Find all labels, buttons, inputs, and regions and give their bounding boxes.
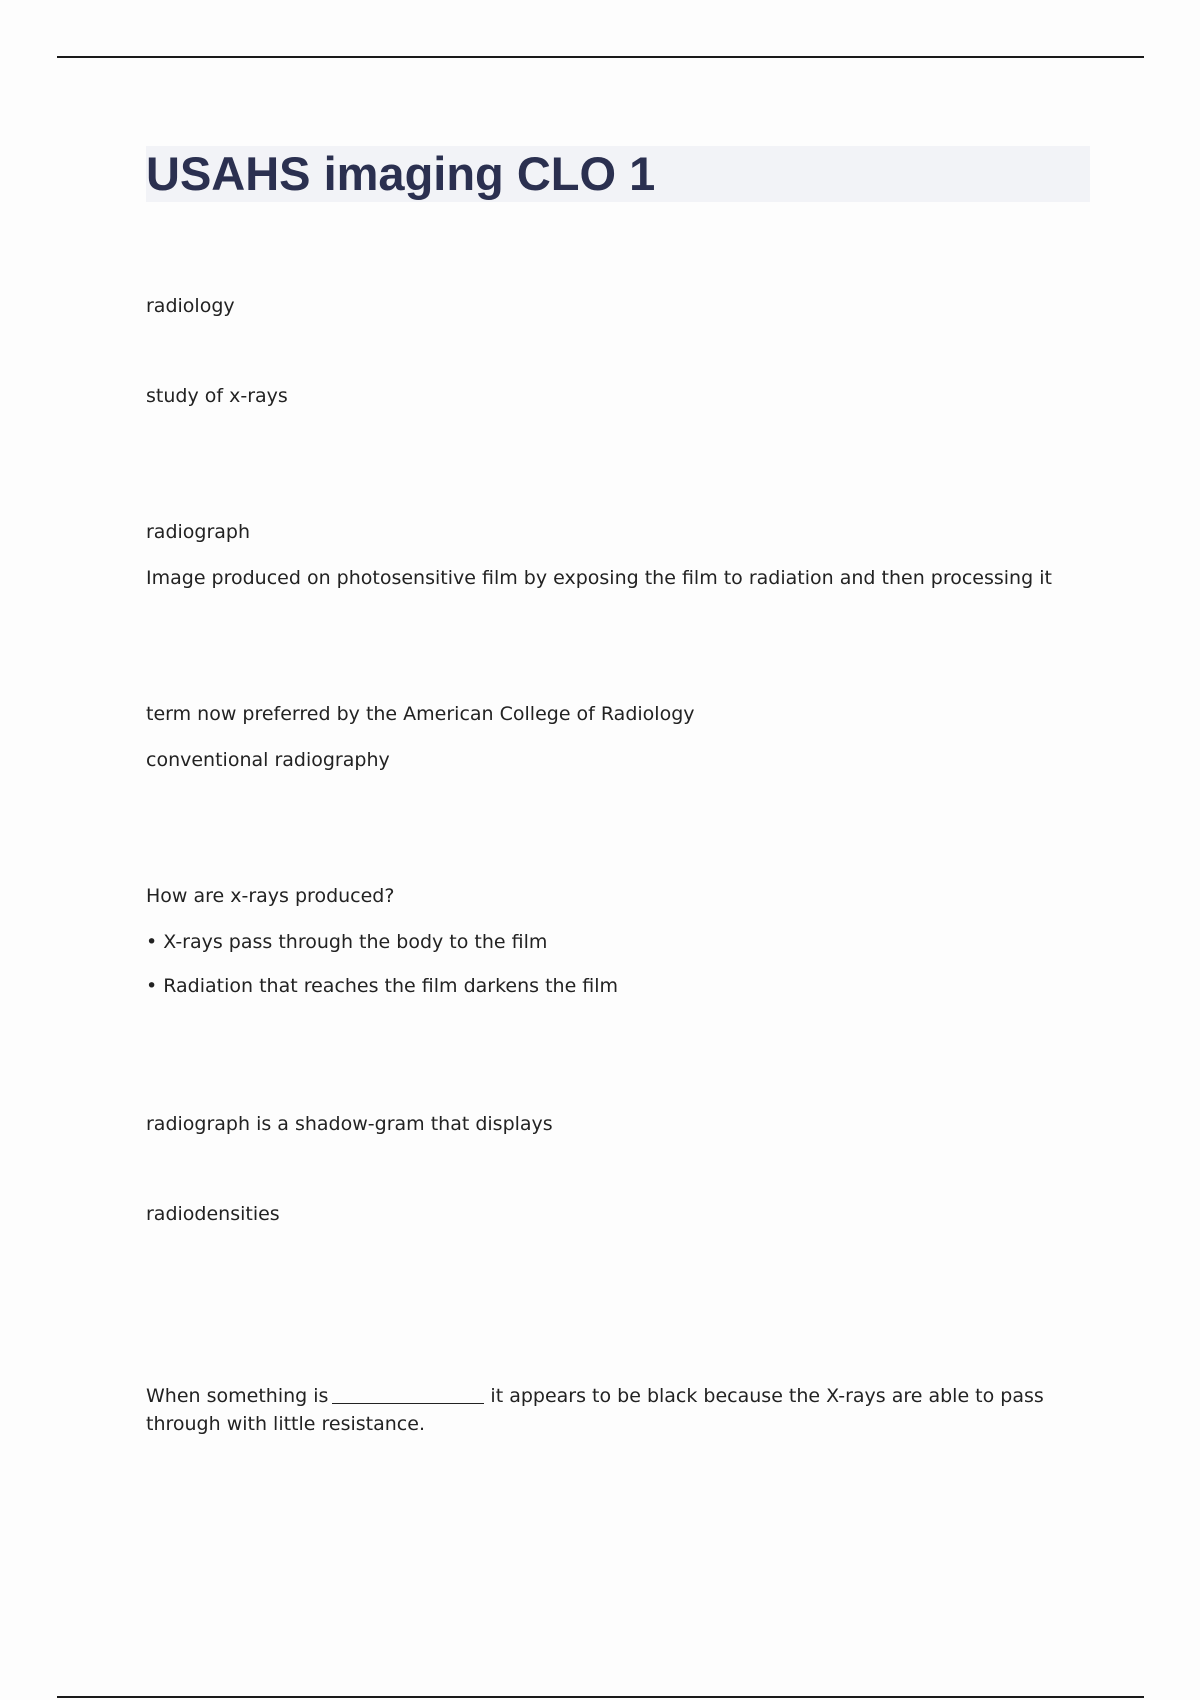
top-rule [57,56,1144,58]
card-definition-radiology: study of x-rays [146,385,288,407]
card-bullet-item: • Radiation that reaches the film darkens the film [146,975,619,997]
fill-in-blank-line [332,1403,484,1404]
card-definition-preferred-term: conventional radiography [146,749,390,771]
card-definition-radiograph: Image produced on photosensitive film by exposing the film to radiation and then processing it [146,567,1052,589]
card-term-fill-in-blank [146,1382,1086,1438]
card-term-xray-production: How are x-rays produced? [146,885,395,907]
bottom-rule [57,1696,1144,1698]
card-bullet-item: • X-rays pass through the body to the film [146,931,548,953]
document-title: USAHS imaging CLO 1 [146,147,656,200]
fill-in-blank-text-before: When something is [146,1385,329,1407]
card-term-radiology: radiology [146,295,235,317]
card-term-shadowgram: radiograph is a shadow-gram that displays [146,1113,553,1135]
card-term-radiograph: radiograph [146,521,251,543]
card-definition-shadowgram: radiodensities [146,1203,280,1225]
fill-in-blank-text-after: it appears to be black because the X-rays are able to pass through with little resistance. [146,1385,1044,1435]
card-term-preferred-term: term now preferred by the American College of Radiology [146,703,695,725]
